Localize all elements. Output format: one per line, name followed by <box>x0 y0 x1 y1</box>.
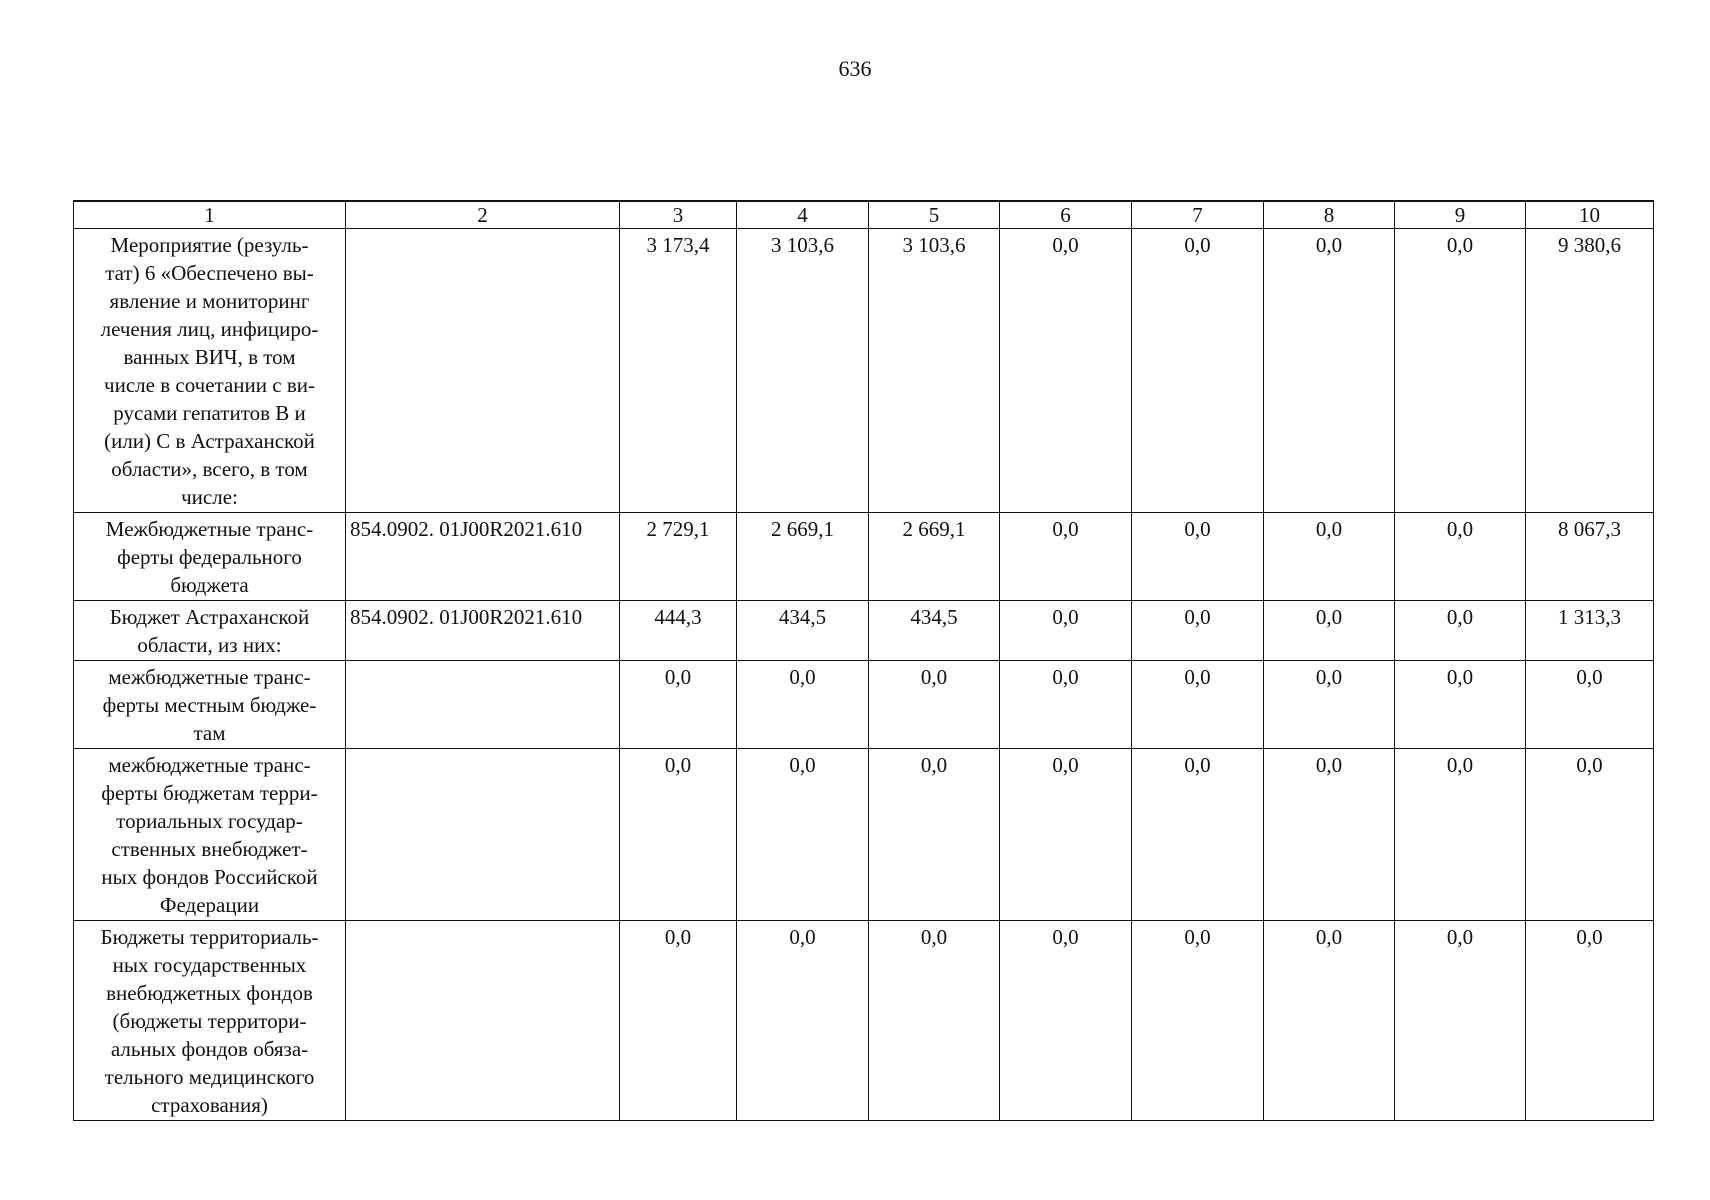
row-label-line: межбюджетные транс- <box>108 665 311 689</box>
value-cell: 0,0 <box>1132 661 1264 749</box>
row-label <box>74 601 346 661</box>
value-cell: 0,0 <box>1395 513 1526 601</box>
budget-code: 854.0902. 01J00R2021.610 <box>346 513 620 601</box>
header-row <box>74 201 1654 229</box>
value-cell: 0,0 <box>620 749 737 921</box>
row-label-line: межбюджетные транс- <box>108 753 311 777</box>
value-cell: 0,0 <box>1000 921 1132 1121</box>
value-cell: 8 067,3 <box>1526 513 1654 601</box>
value-cell: 434,5 <box>869 601 1000 661</box>
budget-code <box>346 749 620 921</box>
column-header: 3 <box>620 201 737 229</box>
budget-code <box>346 229 620 513</box>
table-body <box>74 229 1654 1121</box>
value-cell: 0,0 <box>1000 229 1132 513</box>
table-row <box>74 661 1654 749</box>
value-cell: 0,0 <box>1526 749 1654 921</box>
value-cell: 3 173,4 <box>620 229 737 513</box>
row-label-line: области», всего, в том <box>111 457 308 481</box>
budget-code: 854.0902. 01J00R2021.610 <box>346 601 620 661</box>
row-label-line: числе: <box>181 485 238 509</box>
value-cell: 2 669,1 <box>869 513 1000 601</box>
budget-code <box>346 921 620 1121</box>
column-header: 5 <box>869 201 1000 229</box>
value-cell: 0,0 <box>737 921 869 1121</box>
row-label-line: ванных ВИЧ, в том <box>123 345 296 369</box>
row-label-line: ферты федерального <box>117 545 302 569</box>
value-cell: 0,0 <box>869 921 1000 1121</box>
row-label-line: ных государственных <box>112 953 307 977</box>
row-label-line: Бюджет Астраханской <box>109 605 310 629</box>
value-cell: 0,0 <box>1526 921 1654 1121</box>
value-cell: 3 103,6 <box>869 229 1000 513</box>
row-label-line: (бюджеты территори- <box>112 1009 307 1033</box>
row-label-line: Федерации <box>159 893 260 917</box>
value-cell: 0,0 <box>1132 921 1264 1121</box>
row-label-line: русами гепатитов В и <box>113 401 306 425</box>
value-cell: 0,0 <box>1000 601 1132 661</box>
column-header: 2 <box>346 201 620 229</box>
value-cell: 0,0 <box>1526 661 1654 749</box>
row-label-line: Бюджеты территориаль- <box>100 925 319 949</box>
row-label <box>74 513 346 601</box>
column-header: 4 <box>737 201 869 229</box>
row-label-line: ферты бюджетам терри- <box>101 781 318 805</box>
row-label-line: лечения лиц, инфициро- <box>100 317 319 341</box>
row-label-line: ных фондов Российской <box>101 865 318 889</box>
value-cell: 0,0 <box>1000 513 1132 601</box>
value-cell: 434,5 <box>737 601 869 661</box>
budget-code <box>346 661 620 749</box>
value-cell: 0,0 <box>1264 229 1395 513</box>
row-label <box>74 661 346 749</box>
value-cell: 0,0 <box>1000 661 1132 749</box>
row-label-line: области, из них: <box>137 633 282 657</box>
table-row <box>74 749 1654 921</box>
table-row <box>74 229 1654 513</box>
value-cell: 0,0 <box>1132 229 1264 513</box>
value-cell: 0,0 <box>1395 749 1526 921</box>
row-label-line: страхования) <box>151 1093 268 1117</box>
row-label-line: Мероприятие (резуль- <box>110 233 309 257</box>
value-cell: 0,0 <box>1395 229 1526 513</box>
column-header: 8 <box>1264 201 1395 229</box>
value-cell: 0,0 <box>869 661 1000 749</box>
row-label-line: числе в сочетании с ви- <box>104 373 315 397</box>
value-cell: 9 380,6 <box>1526 229 1654 513</box>
row-label-line: ферты местным бюдже- <box>102 693 317 717</box>
row-label-line: тельного медицинского <box>104 1065 315 1089</box>
table-row <box>74 921 1654 1121</box>
row-label <box>74 229 346 513</box>
value-cell: 2 669,1 <box>737 513 869 601</box>
value-cell: 0,0 <box>1132 749 1264 921</box>
budget-table <box>73 200 1654 1121</box>
value-cell: 0,0 <box>1132 601 1264 661</box>
value-cell: 0,0 <box>620 921 737 1121</box>
row-label <box>74 749 346 921</box>
value-cell: 1 313,3 <box>1526 601 1654 661</box>
column-header: 1 <box>74 201 346 229</box>
value-cell: 3 103,6 <box>737 229 869 513</box>
value-cell: 0,0 <box>1395 601 1526 661</box>
row-label <box>74 921 346 1121</box>
row-label-line: там <box>193 721 226 745</box>
page-number: 636 <box>838 56 872 81</box>
value-cell: 0,0 <box>1264 601 1395 661</box>
value-cell: 0,0 <box>620 661 737 749</box>
value-cell: 0,0 <box>737 661 869 749</box>
value-cell: 0,0 <box>1264 513 1395 601</box>
value-cell: 0,0 <box>737 749 869 921</box>
column-header: 6 <box>1000 201 1132 229</box>
value-cell: 0,0 <box>869 749 1000 921</box>
row-label-line: Межбюджетные транс- <box>105 517 314 541</box>
value-cell: 0,0 <box>1395 921 1526 1121</box>
row-label-line: явление и мониторинг <box>109 289 310 313</box>
value-cell: 2 729,1 <box>620 513 737 601</box>
row-label-line: альных фондов обяза- <box>110 1037 309 1061</box>
row-label-line: тат) 6 «Обеспечено вы- <box>105 261 314 285</box>
row-label-line: внебюджетных фондов <box>106 981 313 1005</box>
table-row <box>74 513 1654 601</box>
row-label-line: бюджета <box>170 573 249 597</box>
value-cell: 0,0 <box>1395 661 1526 749</box>
row-label-line: ственных внебюджет- <box>111 837 308 861</box>
value-cell: 0,0 <box>1264 921 1395 1121</box>
row-label-line: (или) С в Астраханской <box>104 429 315 453</box>
value-cell: 0,0 <box>1000 749 1132 921</box>
column-header: 7 <box>1132 201 1264 229</box>
column-header: 10 <box>1526 201 1654 229</box>
row-label-line: ториальных государ- <box>116 809 303 833</box>
value-cell: 0,0 <box>1264 661 1395 749</box>
table-row <box>74 601 1654 661</box>
column-header: 9 <box>1395 201 1526 229</box>
value-cell: 0,0 <box>1264 749 1395 921</box>
value-cell: 0,0 <box>1132 513 1264 601</box>
value-cell: 444,3 <box>620 601 737 661</box>
